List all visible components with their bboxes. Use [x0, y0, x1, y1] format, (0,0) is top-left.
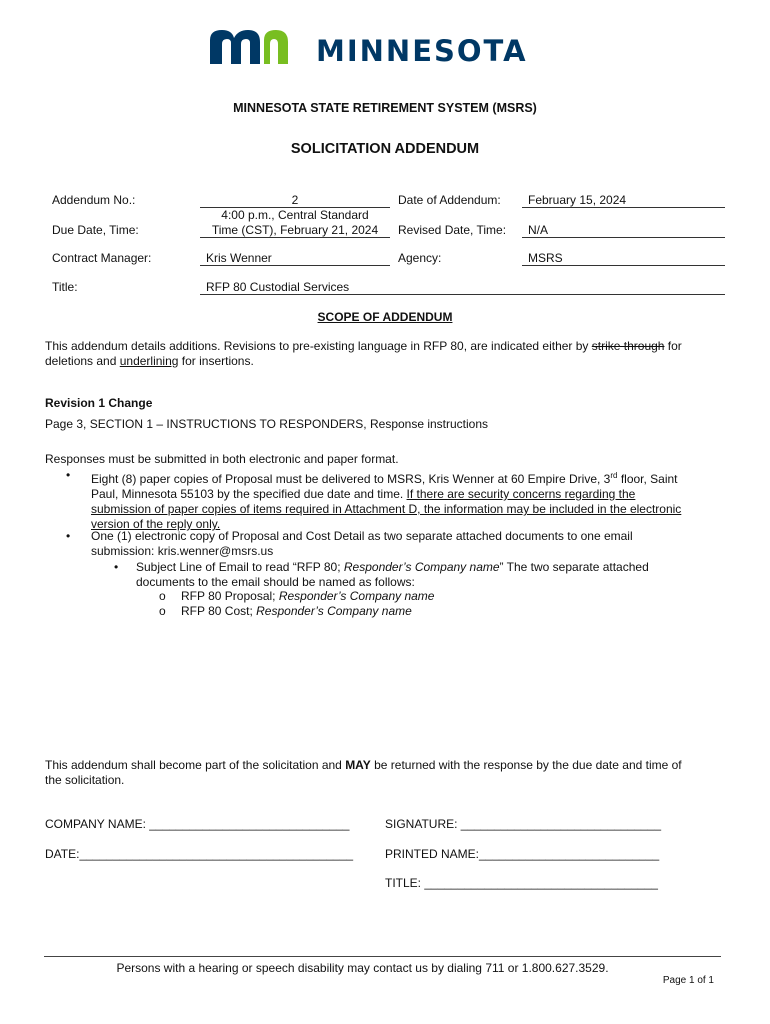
- logo-wordmark: MINNESOTA: [316, 34, 528, 68]
- scope-intro-line2: deletions and: [45, 354, 120, 368]
- bullet-icon: •: [66, 468, 71, 482]
- scope-intro-text-end: for: [664, 339, 682, 353]
- due-date-label: Due Date, Time:: [52, 223, 139, 237]
- ordinal-suffix: rd: [610, 471, 618, 480]
- revision-heading: Revision 1 Change: [45, 396, 153, 410]
- company-name-field[interactable]: COMPANY NAME: ______________________________: [45, 817, 350, 831]
- title-label: Title:: [52, 280, 78, 294]
- file-name-cost: [181, 604, 412, 619]
- electronic-copy-line2: submission: kris.wenner@msrs.us: [91, 544, 274, 558]
- closing-emphasis: MAY: [345, 758, 371, 772]
- bullet-icon: •: [114, 560, 119, 574]
- proposal-name-text: RFP 80 Proposal;: [181, 589, 279, 603]
- closing-line2: the solicitation.: [45, 773, 125, 787]
- revision-location: Page 3, SECTION 1 – INSTRUCTIONS TO RESPONDERS, Response instructions: [45, 417, 489, 431]
- subject-line-text-end: ” The two separate attached: [499, 560, 649, 574]
- signature-field[interactable]: SIGNATURE: ______________________________: [385, 817, 661, 831]
- cost-name-text: RFP 80 Cost;: [181, 604, 257, 618]
- contract-manager-label: Contract Manager:: [52, 251, 152, 265]
- agency-label: Agency:: [398, 251, 442, 265]
- subject-line-text: Subject Line of Email to read “RFP 80;: [136, 560, 344, 574]
- paper-copies-line1-end: floor, Saint: [617, 472, 678, 486]
- cost-name-italic: Responder’s Company name: [256, 604, 412, 618]
- proposal-name-italic: Responder’s Company name: [278, 589, 435, 603]
- bullet-paper-copies: [91, 468, 731, 532]
- closing-statement: [45, 758, 735, 788]
- closing-text: This addendum shall become part of the solicitation and: [45, 758, 346, 772]
- organization-name: MINNESOTA STATE RETIREMENT SYSTEM (MSRS): [233, 101, 537, 115]
- due-date-line1: 4:00 p.m., Central Standard: [221, 208, 369, 222]
- addendum-no-value: 2: [200, 193, 390, 208]
- subject-line-line2: documents to the email should be named as follows:: [136, 575, 415, 589]
- minnesota-logo: [208, 26, 548, 68]
- revision-lead: Responses must be submitted in both electronic and paper format.: [45, 452, 399, 466]
- circle-bullet-icon: o: [159, 589, 166, 603]
- printed-name-field[interactable]: PRINTED NAME:___________________________: [385, 847, 660, 861]
- bullet-electronic-copy: [91, 529, 731, 559]
- footer-divider: [44, 956, 721, 957]
- underline-example: underlining: [119, 354, 179, 368]
- contract-manager-value: Kris Wenner: [200, 251, 390, 266]
- closing-text-end: be returned with the response by the due date and time of: [370, 758, 682, 772]
- revised-date-label: Revised Date, Time:: [398, 223, 507, 237]
- date-field[interactable]: DATE:_________________________________________: [45, 847, 354, 861]
- scope-intro: [45, 339, 735, 369]
- strike-through-example: strike through: [591, 339, 665, 353]
- due-date-line2: Time (CST), February 21, 2024: [211, 223, 379, 237]
- addendum-no-label: Addendum No.:: [52, 193, 136, 207]
- page-number: Page 1 of 1: [662, 975, 714, 986]
- circle-bullet-icon: o: [159, 604, 166, 618]
- title-value: RFP 80 Custodial Services: [200, 280, 725, 295]
- inserted-text-line3: submission of paper copies of items required in Attachment D, the information may be included in the electronic: [91, 502, 682, 516]
- paper-copies-line2: Paul, Minnesota 55103 by the specified due date and time.: [91, 487, 407, 501]
- inserted-text-line4: version of the reply only.: [91, 517, 221, 531]
- electronic-copy-line1: One (1) electronic copy of Proposal and Cost Detail as two separate attached documents to one email: [91, 529, 633, 543]
- file-name-proposal: [181, 589, 434, 604]
- date-of-addendum-value: February 15, 2024: [522, 193, 725, 208]
- accessibility-notice: Persons with a hearing or speech disability may contact us by dialing 711 or 1.800.627.3529.: [116, 961, 609, 975]
- agency-value: MSRS: [522, 251, 725, 266]
- due-date-value: [200, 208, 390, 238]
- subject-line-italic: Responder’s Company name: [343, 560, 500, 574]
- sub-bullet-subject-line: [136, 560, 736, 590]
- revised-date-value: N/A: [522, 223, 725, 238]
- scope-heading: SCOPE OF ADDENDUM: [317, 310, 453, 324]
- document-title: SOLICITATION ADDENDUM: [290, 141, 480, 157]
- paper-copies-line1: Eight (8) paper copies of Proposal must be delivered to MSRS, Kris Wenner at 60 Empire Drive, 3: [91, 472, 611, 486]
- mn-logo-icon: [208, 26, 308, 66]
- scope-intro-line2-end: for insertions.: [178, 354, 254, 368]
- bullet-icon: •: [66, 529, 71, 543]
- inserted-text: If there are security concerns regarding the: [406, 487, 636, 501]
- scope-intro-text: This addendum details additions. Revisions to pre-existing language in RFP 80, are indicated either by: [45, 339, 592, 353]
- date-of-addendum-label: Date of Addendum:: [398, 193, 501, 207]
- title-field[interactable]: TITLE: ___________________________________: [385, 876, 658, 890]
